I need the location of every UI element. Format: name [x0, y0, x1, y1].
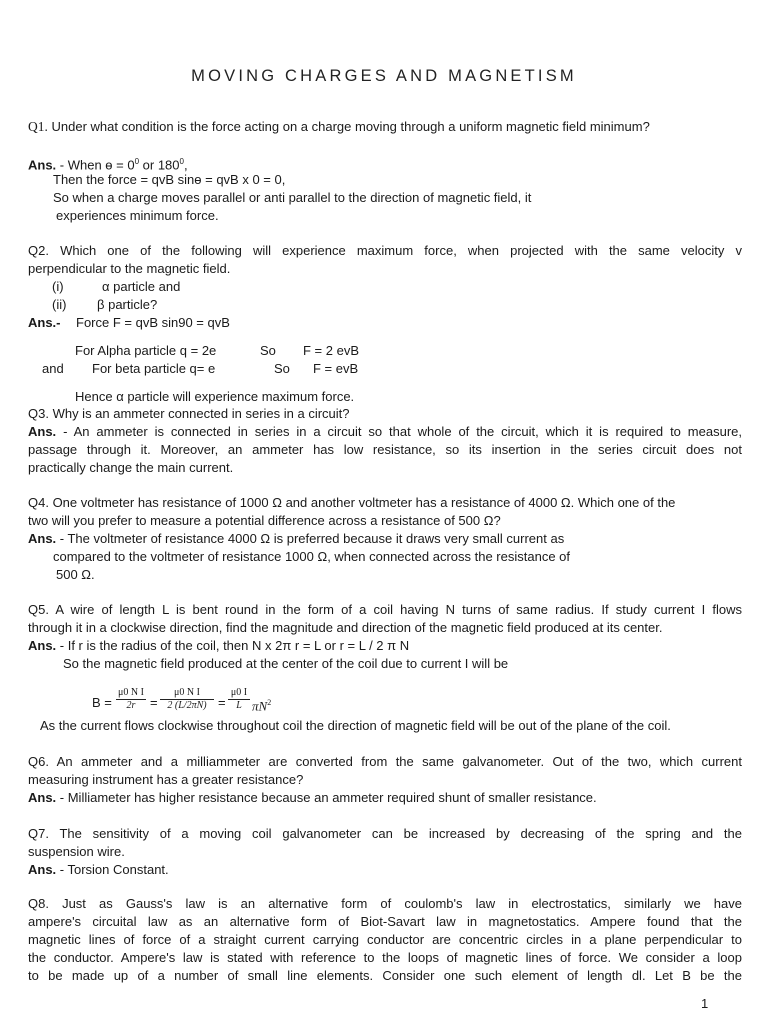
q5-question-line2: through it in a clockwise direction, find the magnitude and direction of the magnetic field produced at its center.	[28, 620, 663, 635]
q4-ans-text: - The voltmeter of resistance 4000 Ω is preferred because it draws very small current as	[56, 531, 565, 546]
q5-ans-label: Ans.	[28, 638, 57, 653]
page-number: 1	[701, 996, 709, 1011]
equation-fraction-2	[160, 687, 214, 712]
q6-ans-text: - Milliameter has higher resistance because an ammeter required shunt of smaller resistance.	[56, 790, 597, 805]
q4-question-line2: two will you prefer to measure a potential difference across a resistance of 500 Ω?	[28, 513, 501, 528]
q4-answer-line1	[28, 530, 564, 548]
q8-line5: to be made up of a number of small line elements. Consider one such element of length dl. Let B be the	[28, 968, 742, 983]
q5-answer-line1	[28, 637, 409, 655]
fraction-3-numerator: μ0 I	[228, 687, 250, 700]
q1-question	[28, 118, 650, 136]
q2-beta-force: F = evB	[313, 361, 359, 376]
q1-ans-label: Ans.	[28, 157, 57, 173]
q2-so-1: So	[260, 343, 276, 358]
q7-question-line1: Q7. The sensitivity of a moving coil galvanometer can be increased by decreasing of the spring and the	[28, 826, 742, 841]
q1-sup2: 0	[179, 157, 184, 166]
q3-question: Q3. Why is an ammeter connected in series in a circuit?	[28, 406, 350, 421]
equation-fraction-1	[116, 687, 146, 712]
q2-conclusion: Hence α particle will experience maximum force.	[75, 389, 355, 404]
q1-answer-line2: Then the force = qvB sinɵ = qvB x 0 = 0,	[53, 172, 286, 187]
q8-line3: magnetic lines of force of a straight current carrying conductor are concentric circles in a plane perpendicular to	[28, 932, 742, 947]
q1-label: Q1.	[28, 119, 48, 134]
equation-equals-1: =	[150, 695, 158, 710]
q8-line4: the conductor. Ampere's law is stated with reference to the loops of magnetic lines of force. We consider a loop	[28, 950, 742, 965]
q4-question-line1: Q4. One voltmeter has resistance of 1000 Ω and another voltmeter has a resistance of 4000 Ω. Which one of the	[28, 495, 676, 510]
q2-alpha-force: F = 2 evB	[303, 343, 359, 358]
q6-question-line2: measuring instrument has a greater resistance?	[28, 772, 304, 787]
equation-pi-n: πN	[252, 698, 268, 714]
q5-ans-text: - If r is the radius of the coil, then N x 2π r = L or r = L / 2 π N	[56, 638, 410, 653]
fraction-1-denominator: 2r	[126, 700, 136, 711]
page-title: MOVING CHARGES AND MAGNETISM	[191, 67, 577, 85]
q7-answer	[28, 861, 169, 879]
q3-answer-line2: passage through it. Moreover, an ammeter has low resistance, so its insertion in the series circuit does not	[28, 442, 742, 457]
q6-ans-label: Ans.	[28, 790, 57, 805]
q4-answer-line2: compared to the voltmeter of resistance 1000 Ω, when connected across the resistance of	[53, 549, 570, 564]
q2-option-i-label: (i)	[52, 279, 64, 294]
fraction-2-numerator: μ0 N I	[160, 687, 214, 700]
q3-answer-line1	[28, 423, 742, 441]
q1-answer-line4: experiences minimum force.	[56, 208, 219, 223]
equation-tail	[252, 694, 271, 715]
q2-alpha-line: For Alpha particle q = 2e	[75, 343, 217, 358]
q6-question-line1: Q6. An ammeter and a milliammeter are converted from the same galvanometer. Out of the two, which current	[28, 754, 742, 769]
q1-question-text: Under what condition is the force acting on a charge moving through a uniform magnetic field minimum?	[47, 119, 650, 134]
q8-line2: ampere's circuital law as an alternative form of Biot-Savart law in magnetostatics. Ampere found that the	[28, 914, 742, 929]
q2-ans-text: Force F = qvB sin90 = qvB	[76, 315, 230, 330]
q2-ans-label-text: Ans.-	[28, 315, 61, 330]
q1-ans-text: - When ɵ = 0	[56, 157, 135, 173]
q4-answer-line3: 500 Ω.	[56, 567, 95, 582]
q4-ans-label: Ans.	[28, 531, 57, 546]
fraction-3-denominator: L	[236, 700, 242, 711]
q5-question-line1: Q5. A wire of length L is bent round in the form of a coil having N turns of same radius. If study current I flows	[28, 602, 742, 617]
q2-option-ii-text: β particle?	[97, 297, 158, 312]
fraction-1-numerator: μ0 N I	[116, 687, 146, 700]
q1-ans-text-c: ,	[183, 157, 188, 173]
q7-ans-label: Ans.	[28, 862, 57, 877]
q2-option-ii-label: (ii)	[52, 297, 67, 312]
equation-fraction-3	[228, 687, 250, 712]
equation-b: B =	[92, 695, 112, 710]
q2-so-2: So	[274, 361, 290, 376]
q2-question-line1: Q2. Which one of the following will experience maximum force, when projected with the same velocity v	[28, 243, 742, 258]
q7-question-line2: suspension wire.	[28, 844, 125, 859]
q3-ans-text: - An ammeter is connected in series in a circuit so that whole of the circuit, which it is required to measure,	[56, 424, 742, 439]
q5-answer-line2: So the magnetic field produced at the center of the coil due to current I will be	[63, 656, 509, 671]
equation-equals-2: =	[218, 695, 226, 710]
q1-sup1: 0	[134, 157, 140, 166]
q5-conclusion: As the current flows clockwise throughout coil the direction of magnetic field will be out of the plane of the coil.	[40, 718, 671, 733]
q2-and: and	[42, 361, 64, 376]
q8-line1: Q8. Just as Gauss's law is an alternative form of coulomb's law in electrostatics, similarly we have	[28, 896, 742, 911]
q2-question-line2: perpendicular to the magnetic field.	[28, 261, 231, 276]
q6-answer	[28, 789, 597, 807]
fraction-2-denominator: 2 (L/2πN)	[167, 700, 207, 711]
equation-exponent: 2	[267, 698, 272, 707]
q2-ans-label	[28, 314, 61, 332]
q3-ans-label: Ans.	[28, 424, 57, 439]
q3-answer-line3: practically change the main current.	[28, 460, 234, 475]
q1-answer-line3: So when a charge moves parallel or anti parallel to the direction of magnetic field, it	[53, 190, 532, 205]
q7-ans-text: - Torsion Constant.	[56, 862, 169, 877]
q2-beta-line: For beta particle q= e	[92, 361, 216, 376]
q2-option-i-text: α particle and	[102, 279, 181, 294]
q1-ans-text-b: or 180	[139, 157, 180, 173]
